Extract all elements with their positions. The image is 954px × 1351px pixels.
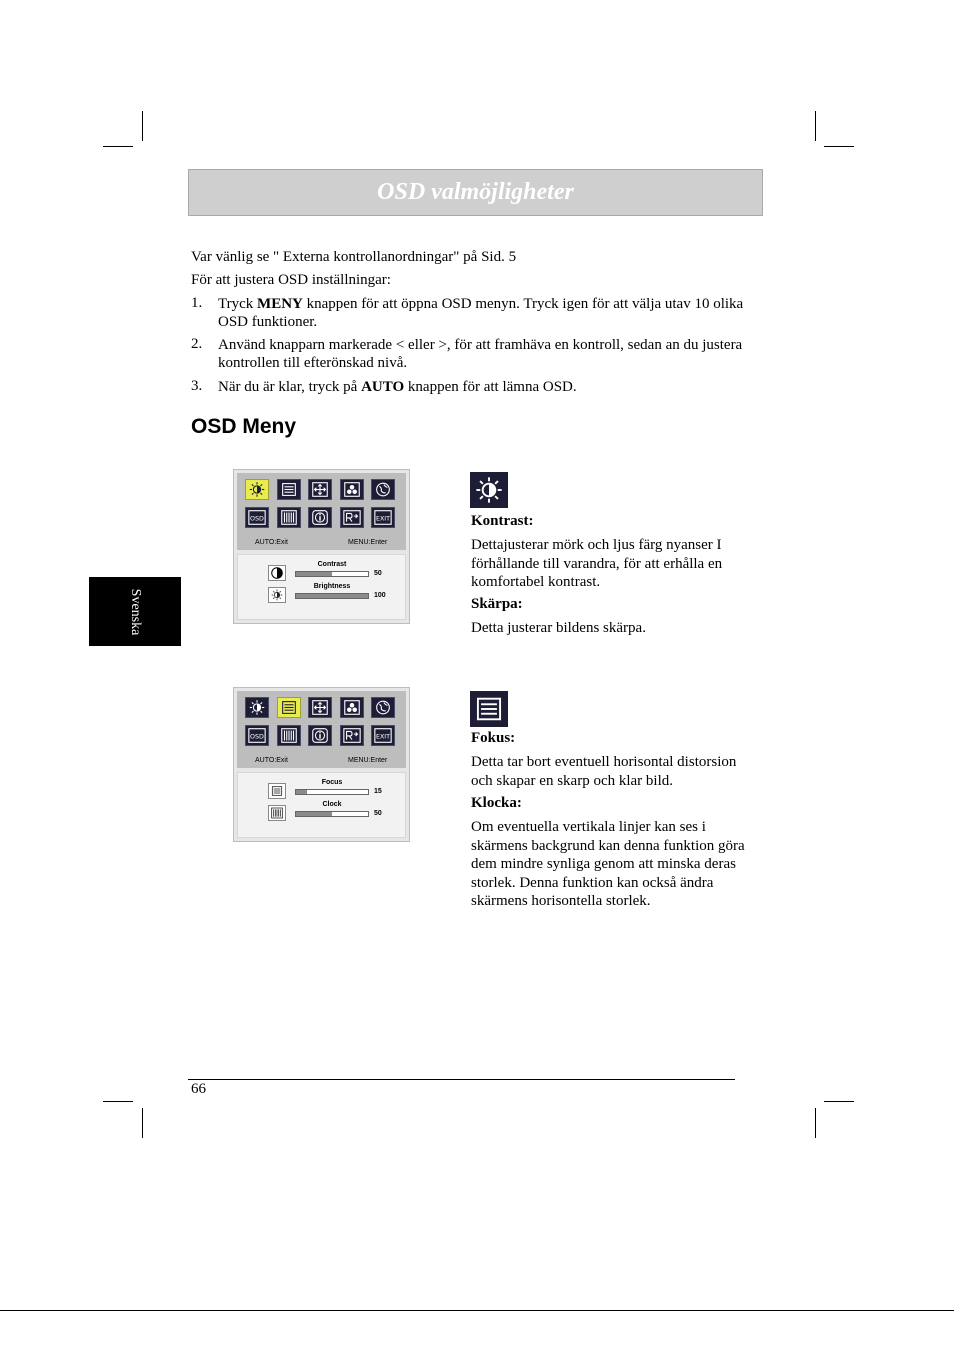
svg-text:OSD: OSD xyxy=(250,515,264,523)
crop-mark xyxy=(142,1108,143,1138)
focus-icon xyxy=(268,783,286,799)
page-number: 66 xyxy=(191,1081,206,1097)
brightness-icon xyxy=(268,587,286,603)
intro-line: Var vänlig se " Externa kontrollanordningar" på Sid. 5 xyxy=(191,249,517,265)
svg-text:EXIT: EXIT xyxy=(375,733,391,741)
osd-screen-focus xyxy=(233,687,410,842)
clock-icon xyxy=(268,805,286,821)
brightness-icon xyxy=(470,472,508,508)
intro-line: För att justera OSD inställningar: xyxy=(191,272,391,288)
crop-mark xyxy=(103,146,133,147)
language-tab xyxy=(89,577,181,646)
clock-icon[interactable] xyxy=(277,507,301,528)
color-icon[interactable] xyxy=(340,479,364,500)
svg-text:OSD: OSD xyxy=(250,733,264,741)
description-heading: Kontrast: xyxy=(471,513,534,529)
control-slider[interactable] xyxy=(295,593,369,599)
brightness-icon[interactable] xyxy=(245,697,269,718)
osd-control-area xyxy=(237,554,406,620)
color-icon[interactable] xyxy=(340,697,364,718)
control-name: Clock xyxy=(322,801,342,808)
step-text-part: knappen för att öppna OSD menyn. Tryck igen för att välja utav 10 olika OSD funktioner. xyxy=(218,296,744,330)
description-text: Detta tar bort eventuell horisontal distorsion och skapar en skarp och klar bild. xyxy=(471,754,737,789)
language-icon[interactable] xyxy=(371,697,395,718)
crop-mark xyxy=(103,1101,133,1102)
osd-menu-bar xyxy=(237,473,406,550)
control-value: 50 xyxy=(374,810,382,817)
step-text-part: Tryck xyxy=(218,296,258,312)
osd-menu-label: MENU:Enter xyxy=(348,757,388,764)
focus-icon[interactable] xyxy=(277,479,301,500)
control-slider[interactable] xyxy=(295,571,369,577)
description-text: Om eventuella vertikala linjer kan ses i skärmens backgrund kan denna funktion göra dem mindre synliga genom att minska deras storlek. Denna funktion kan också ändra skärmens horisontella storlek. xyxy=(471,819,745,909)
osd-icon[interactable] xyxy=(245,725,269,746)
position-icon[interactable] xyxy=(308,697,332,718)
control-value: 50 xyxy=(374,570,382,577)
recall-icon[interactable] xyxy=(340,507,364,528)
osd-screen-brightness xyxy=(233,469,410,624)
focus-icon[interactable] xyxy=(277,697,301,718)
clock-icon[interactable] xyxy=(277,725,301,746)
step-keyword: MENY xyxy=(257,296,303,312)
description-text: Dettajusterar mörk och ljus färg nyanser I förhållande till varandra, för att erhålla en komfortabel kontrast. xyxy=(471,537,723,590)
control-value: 15 xyxy=(374,788,382,795)
description-heading: Skärpa: xyxy=(471,596,523,612)
step-text-part: knappen för att lämna OSD. xyxy=(404,379,577,395)
description-text: Detta justerar bildens skärpa. xyxy=(471,620,646,636)
step-number: 3. xyxy=(191,378,203,394)
step-keyword: AUTO xyxy=(361,379,405,395)
crop-mark xyxy=(815,1108,816,1138)
control-slider[interactable] xyxy=(295,811,369,817)
recall-icon[interactable] xyxy=(340,725,364,746)
control-slider[interactable] xyxy=(295,789,369,795)
contrast-icon xyxy=(268,565,286,581)
step-text-part: När du är klar, tryck på xyxy=(218,379,362,395)
crop-mark xyxy=(142,111,143,141)
language-tab-label: Svenska xyxy=(128,588,143,635)
osd-auto-label: AUTO:Exit xyxy=(255,757,288,764)
description-heading: Klocka: xyxy=(471,795,522,811)
control-name: Contrast xyxy=(317,561,347,568)
osd-auto-label: AUTO:Exit xyxy=(255,539,288,546)
slider-fill xyxy=(296,812,332,816)
exit-icon[interactable] xyxy=(371,725,395,746)
step-text-part: Använd knapparn markerade < eller >, för att framhäva en kontroll, sedan an du justera kontrollen till efterönskad nivå. xyxy=(218,337,743,371)
control-name: Focus xyxy=(321,779,343,786)
language-icon[interactable] xyxy=(371,479,395,500)
crop-mark xyxy=(815,111,816,141)
slider-fill xyxy=(296,790,307,794)
control-name: Brightness xyxy=(313,583,351,590)
page-title-bar xyxy=(188,169,763,216)
page-title: OSD valmöjligheter xyxy=(377,179,574,205)
position-icon[interactable] xyxy=(308,479,332,500)
focus-icon xyxy=(470,691,508,727)
crop-mark xyxy=(824,1101,854,1102)
osd-menu-label: MENU:Enter xyxy=(348,539,388,546)
control-value: 100 xyxy=(374,592,386,599)
exit-icon[interactable] xyxy=(371,507,395,528)
crop-mark xyxy=(824,146,854,147)
info-icon[interactable] xyxy=(308,725,332,746)
step-text xyxy=(218,378,758,396)
section-title: OSD Meny xyxy=(191,415,297,438)
brightness-icon[interactable] xyxy=(245,479,269,500)
slider-fill xyxy=(296,594,368,598)
osd-menu-bar xyxy=(237,691,406,768)
step-number: 1. xyxy=(191,295,203,311)
footer-rule xyxy=(188,1079,735,1080)
page-edge-rule xyxy=(0,1310,954,1311)
svg-text:EXIT: EXIT xyxy=(375,515,391,523)
step-text xyxy=(218,295,758,331)
info-icon[interactable] xyxy=(308,507,332,528)
step-text xyxy=(218,336,758,372)
osd-icon[interactable] xyxy=(245,507,269,528)
description-heading: Fokus: xyxy=(471,730,516,746)
slider-fill xyxy=(296,572,332,576)
osd-control-area xyxy=(237,772,406,838)
step-number: 2. xyxy=(191,336,203,352)
